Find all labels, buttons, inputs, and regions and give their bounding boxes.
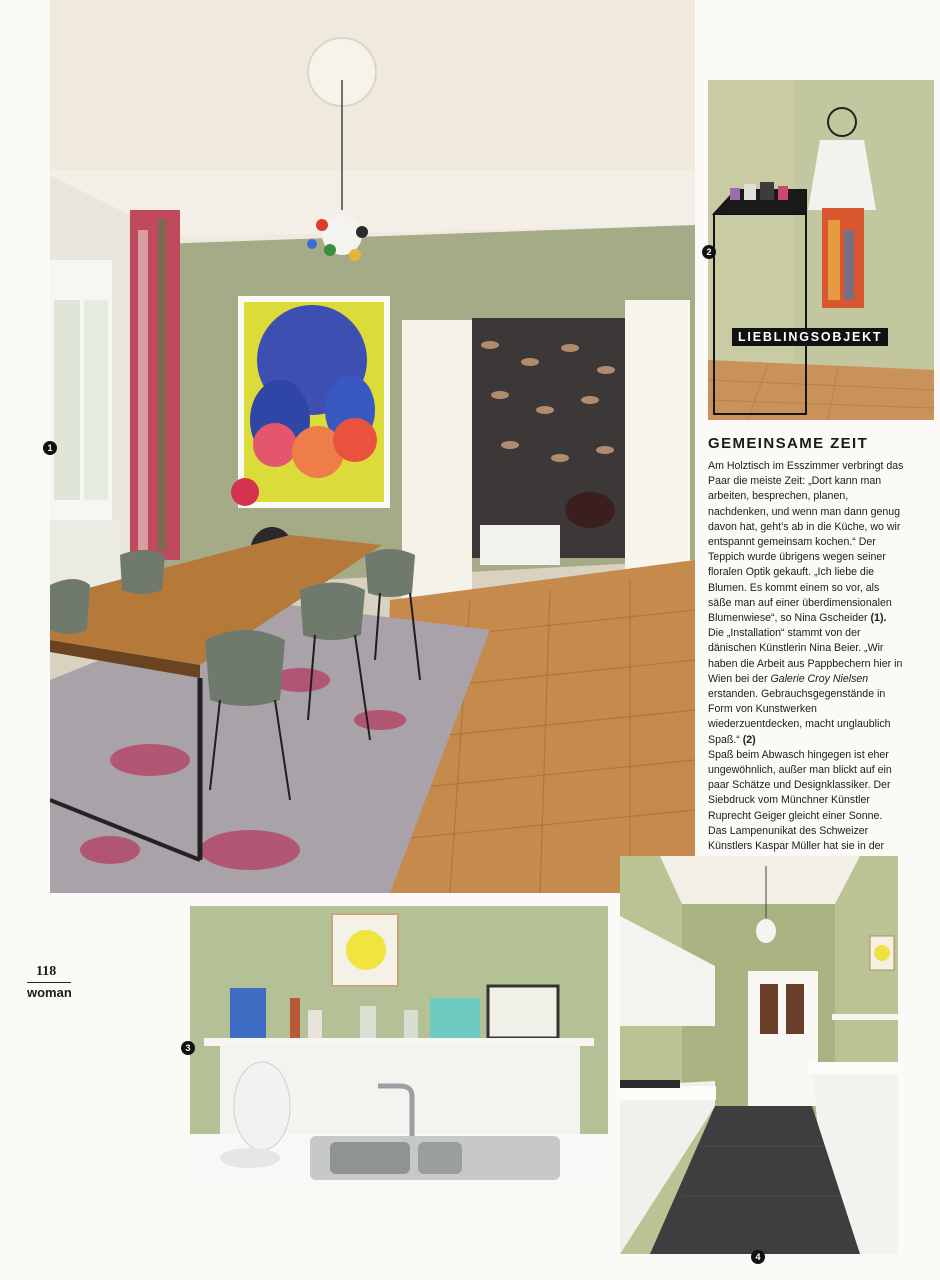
article-paragraph-3: Spaß beim Abwasch hingegen ist eher ungewöhnlich, außer man blickt auf ein paar Schätze und Designklassiker. Der Siebdruck vom Münchner Künstler Ruprecht Geiger gleicht einer Sonne. Das Lampenunikat des Schweizer Künstlers Kaspar Müller hat sie in der <box>708 748 904 870</box>
article-paragraph-1: Am Holztisch im Esszimmer verbringt das Paar die meiste Zeit: „Dort kann man arbeiten, besprechen, planen, nachdenken, und wenn man dann genug davon hat, geht’s ab in die Küche, wo wir entspannt gemeinsam kochen.“ Der Teppich wurde übrigens wegen seiner floralen Optik gekauft. „Ich liebe die Blumen. Es kommt einem so vor, als säße man auf einer überdimensionalen Blumenwiese“, so Nina Gscheider (1). <box>708 460 904 625</box>
magazine-name: woman <box>27 985 72 1000</box>
favorite-object-photo <box>708 80 934 420</box>
photo-marker-1: 1 <box>43 441 57 455</box>
page-number: 118 <box>36 964 57 979</box>
photo-reference-1: (1). <box>870 612 887 625</box>
photo-marker-3: 3 <box>181 1041 195 1055</box>
photo-reference-2: (2) <box>742 733 756 746</box>
galley-kitchen-photo <box>620 856 898 1254</box>
gallery-name: Galerie Croy Nielsen <box>770 672 869 685</box>
favorite-object-badge: LIEBLINGSOBJEKT <box>732 328 888 346</box>
article-body <box>708 459 904 869</box>
dining-room-photo <box>50 0 695 893</box>
photo-marker-2: 2 <box>702 245 716 259</box>
photo-marker-4: 4 <box>751 1250 765 1264</box>
article-heading: GEMEINSAME ZEIT <box>708 435 869 452</box>
kitchen-shelf-photo <box>190 906 608 1189</box>
folio-divider <box>27 982 71 983</box>
article-paragraph-2: Die „Installation“ stammt von der dänischen Künstlerin Nina Beier. „Wir haben die Arbeit aus Pappbechern hier in Wien bei der Galerie Croy Nielsen erstanden. Gebrauchsgegenstände in Form von Kunstwerken wiederzuentdecken, macht unglaublich Spaß.“ (2) <box>708 627 903 746</box>
